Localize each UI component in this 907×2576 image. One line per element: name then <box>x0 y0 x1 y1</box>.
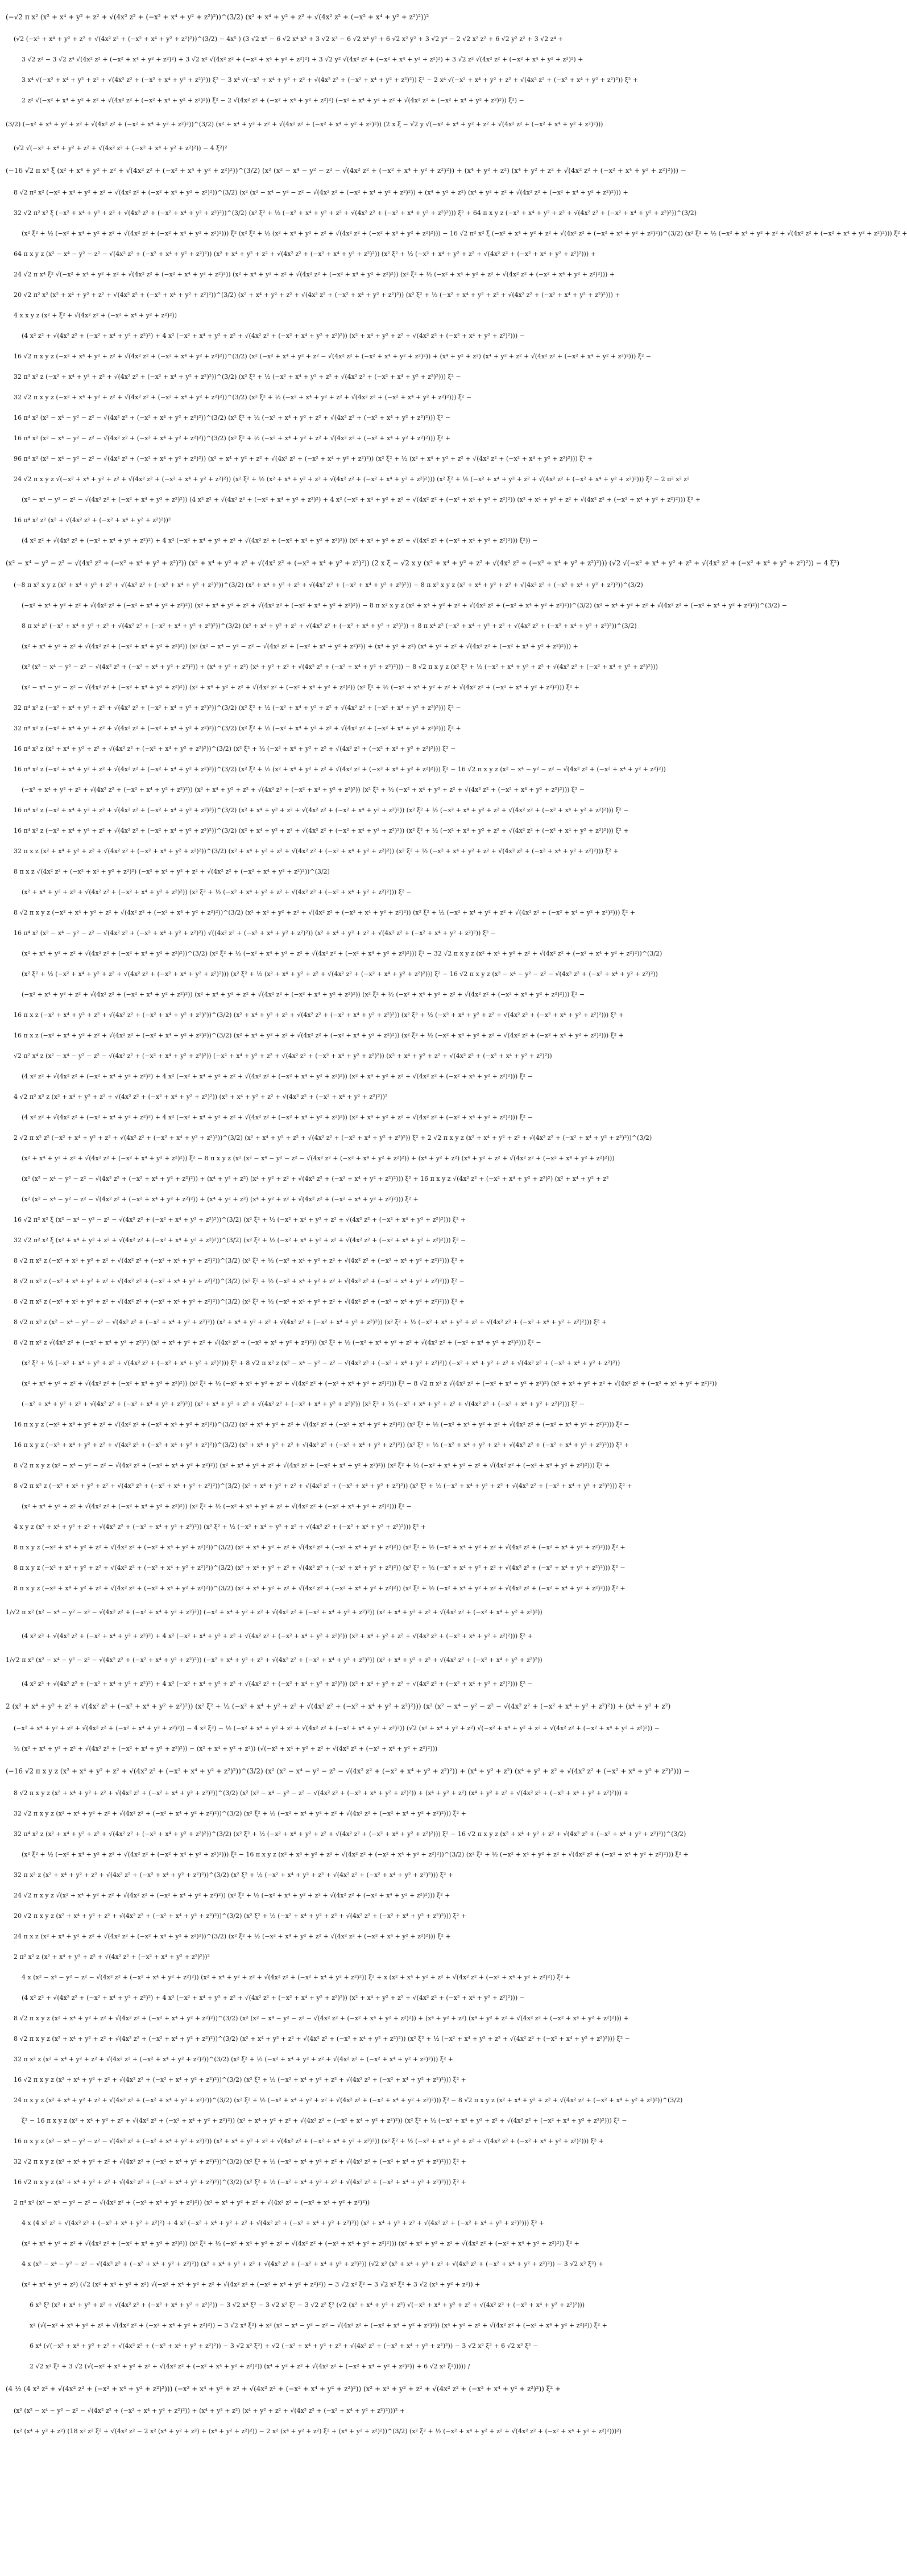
equation-line: 4 x (x² − x⁴ − y² − z² − √(4x² z² + (−x² + x⁴ + y² + z²)²)) (x² + x⁴ + y² + z² + √(4x² z² + (−x² + x⁴ + y² + z²)²)) (√2 x² (x² + x⁴ + y² + z² + √(4x² z² + (−x² + x⁴ + y² + z²)²)) − 3 √2 x² ξ²) + <box>22 2260 604 2268</box>
equation-line: (4 x² z² + √(4x² z² + (−x² + x⁴ + y² + z²)²) + 4 x² (−x² + x⁴ + y² + z² + √(4x² z² + (−x² + x⁴ + y² + z²)²)) (x² + x⁴ + y² + z² + √(4x² z² + (−x² + x⁴ + y² + z²)²))) ξ²)) − <box>22 537 538 544</box>
equation-line: 16 √2 π x y z (x² + x⁴ + y² + z² + √(4x² z² + (−x² + x⁴ + y² + z²)²))^(3/2) (x² ξ² + ½ (−x² + x⁴ + y² + z² + √(4x² z² + (−x² + x⁴ + y² + z²)²))) ξ² + <box>14 2076 466 2083</box>
equation-line: (x² ξ² + ½ (−x² + x⁴ + y² + z² + √(4x² z² + (−x² + x⁴ + y² + z²)²))) ξ² (x² ξ² + ½ (x² + x⁴ + y² + z² + √(4x² z² + (−x² + x⁴ + y² + z²)²))) − 16 √2 π² x² ξ (−x² + x⁴ + y² + z² + √(4x² z² + (−x² + x⁴ + y² + z²)²))^(3/2) (x² ξ² + ½ (−x² + x⁴ + y² + z² + √(4x² z² + (−x² + x⁴ + y² + z²)²))) ξ² + <box>22 230 907 237</box>
equation-line: 2 √2 x² ξ² + 3 √2 (√(−x² + x⁴ + y² + z² + √(4x² z² + (−x² + x⁴ + y² + z²)²)) (x⁴ + y² + z² + √(4x² z² + (−x² + x⁴ + y² + z²)²)) + 6 √2 x² ξ²))))) / <box>30 2363 470 2370</box>
equation-line: 32 π⁴ x² z (−x² + x⁴ + y² + z² + √(4x² z² + (−x² + x⁴ + y² + z²)²))^(3/2) (x² ξ² + ½ (−x² + x⁴ + y² + z² + √(4x² z² + (−x² + x⁴ + y² + z²)²))) ξ² − <box>14 704 461 712</box>
equation-line: (x² ξ² + ½ (−x² + x⁴ + y² + z² + √(4x² z² + (−x² + x⁴ + y² + z²)²))) ξ² + 8 √2 π x² z (x² − x⁴ − y² − z² − √(4x² z² + (−x² + x⁴ + y² + z²)²)) (−x² + x⁴ + y² + z² + √(4x² z² + (−x² + x⁴ + y² + z²)²)) <box>22 1359 620 1367</box>
equation-line: (x² (x² − x⁴ − y² − z² − √(4x² z² + (−x² + x⁴ + y² + z²)²)) + (x⁴ + y² + z²) (x⁴ + y² + z² + √(4x² z² + (−x² + x⁴ + y² + z²)²))) − 8 √2 π x y z (x² ξ² + ½ (−x² + x⁴ + y² + z² + √(4x² z² + (−x² + x⁴ + y² + z²)²))) <box>22 663 658 671</box>
equation-line: 16 π⁴ x² z (−x² + x⁴ + y² + z² + √(4x² z² + (−x² + x⁴ + y² + z²)²))^(3/2) (x² + x⁴ + y² + z² + √(4x² z² + (−x² + x⁴ + y² + z²)²)) (x² ξ² + ½ (−x² + x⁴ + y² + z² + √(4x² z² + (−x² + x⁴ + y² + z²)²))) ξ² − <box>14 807 629 814</box>
equation-line: 3 √2 z² − 3 √2 z⁴ √(4x² z² + (−x² + x⁴ + y² + z²)²) + 3 √2 x² √(4x² z² + (−x² + x⁴ + y² + z²)²) + 3 √2 y² √(4x² z² + (−x² + x⁴ + y² + z²)²) + 3 √2 z² √(4x² z² + (−x² + x⁴ + y² + z²)²) + <box>22 56 583 63</box>
equation-line: (4 x² z² + √(4x² z² + (−x² + x⁴ + y² + z²)²) + 4 x² (−x² + x⁴ + y² + z² + √(4x² z² + (−x² + x⁴ + y² + z²)²)) (x² + x⁴ + y² + z² + √(4x² z² + (−x² + x⁴ + y² + z²)²))) − <box>22 332 525 340</box>
equation-line: 16 π⁴ x² z² (x² + √(4x² z² + (−x² + x⁴ + y² + z²)²))² <box>14 516 171 524</box>
equation-line: (x² + x⁴ + y² + z² + √(4x² z² + (−x² + x⁴ + y² + z²)²)) (x² ξ² + ½ (−x² + x⁴ + y² + z² + √(4x² z² + (−x² + x⁴ + y² + z²)²))) ξ² − <box>22 1503 412 1510</box>
equation-line: 32 π x² z (x² + x⁴ + y² + z² + √(4x² z² + (−x² + x⁴ + y² + z²)²))^(3/2) (x² ξ² + ½ (−x² + x⁴ + y² + z² + √(4x² z² + (−x² + x⁴ + y² + z²)²))) ξ² + <box>14 1871 454 1879</box>
equation-line: (−16 √2 π x⁴ ξ (x² + x⁴ + y² + z² + √(4x² z² + (−x² + x⁴ + y² + z²)²))^(3/2) (x² (x² − x⁴ − y² − z² − √(4x² z² + (−x² + x⁴ + y² + z²)²)) + (x⁴ + y² + z²) (x⁴ + y² + z² + √(4x² z² + (−x² + x⁴ + y² + z²)²))) − <box>6 167 686 175</box>
equation-line: 32 √2 π x y z (x² + x⁴ + y² + z² + √(4x² z² + (−x² + x⁴ + y² + z²)²))^(3/2) (x² ξ² + ½ (−x² + x⁴ + y² + z² + √(4x² z² + (−x² + x⁴ + y² + z²)²))) ξ² + <box>14 1810 466 1817</box>
equation-line: 2 (x² + x⁴ + y² + z² + √(4x² z² + (−x² + x⁴ + y² + z²)²)) (x² ξ² + ½ (−x² + x⁴ + y² + z² + √(4x² z² + (−x² + x⁴ + y² + z²)²))) (x² (x² − x⁴ − y² − z² − √(4x² z² + (−x² + x⁴ + y² + z²)²)) + (x⁴ + y² + z²) <box>6 1702 671 1710</box>
equation-line: 16 π x y z (−x² + x⁴ + y² + z² + √(4x² z² + (−x² + x⁴ + y² + z²)²))^(3/2) (x² + x⁴ + y² + z² + √(4x² z² + (−x² + x⁴ + y² + z²)²)) (x² ξ² + ½ (−x² + x⁴ + y² + z² + √(4x² z² + (−x² + x⁴ + y² + z²)²))) ξ² + <box>14 1441 629 1449</box>
equation-line: 24 √2 π x y z √(−x² + x⁴ + y² + z² + √(4x² z² + (−x² + x⁴ + y² + z²)²)) (x² ξ² + ½ (x² + x⁴ + y² + z² + √(4x² z² + (−x² + x⁴ + y² + z²)²))) (x² ξ² + ½ (−x² + x⁴ + y² + z² + √(4x² z² + (−x² + x⁴ + y² + z²)²))) ξ² − 2 π² x² z² <box>14 475 690 483</box>
equation-line: 2 π⁴ x² (x² − x⁴ − y² − z² − √(4x² z² + (−x² + x⁴ + y² + z²)²)) (x² + x⁴ + y² + z² + √(4x² z² + (−x² + x⁴ + y² + z²)²)) <box>14 2199 370 2206</box>
equation-line: (4 ½ (4 x² z² + √(4x² z² + (−x² + x⁴ + y² + z²)²))) (−x² + x⁴ + y² + z² + √(4x² z² + (−x² + x⁴ + y² + z²)²)) (x² + x⁴ + y² + z² + √(4x² z² + (−x² + x⁴ + y² + z²)²)) ξ² + <box>6 2385 561 2393</box>
equation-line: 4 x x y z (x² + ξ² + √(4x² z² + (−x² + x⁴ + y² + z²)²)) <box>14 312 177 319</box>
equation-line: (x² (x² − x⁴ − y² − z² − √(4x² z² + (−x² + x⁴ + y² + z²)²)) + (x⁴ + y² + z²) (x⁴ + y² + z² + √(4x² z² + (−x² + x⁴ + y² + z²)²)))² + <box>14 2407 405 2414</box>
equation-line: 8 π x y z (−x² + x⁴ + y² + z² + √(4x² z² + (−x² + x⁴ + y² + z²)²))^(3/2) (x² + x⁴ + y² + z² + √(4x² z² + (−x² + x⁴ + y² + z²)²)) (x² ξ² + ½ (−x² + x⁴ + y² + z² + √(4x² z² + (−x² + x⁴ + y² + z²)²))) ξ² + <box>14 1544 626 1551</box>
equation-line: (x² + x⁴ + y² + z² + √(4x² z² + (−x² + x⁴ + y² + z²)²)) (x² ξ² + ½ (−x² + x⁴ + y² + z² + √(4x² z² + (−x² + x⁴ + y² + z²)²))) ξ² − 8 √2 π x² z √(4x² z² + (−x² + x⁴ + y² + z²)²) (x² + x⁴ + y² + z² + √(4x² z² + (−x² + x⁴ + y² + z²)²)) <box>22 1380 717 1387</box>
equation-line: (4 x² z² + √(4x² z² + (−x² + x⁴ + y² + z²)²) + 4 x² (−x² + x⁴ + y² + z² + √(4x² z² + (−x² + x⁴ + y² + z²)²)) (x² + x⁴ + y² + z² + √(4x² z² + (−x² + x⁴ + y² + z²)²))) ξ² − <box>22 1073 533 1080</box>
equation-line: 16 √2 π x y z (−x² + x⁴ + y² + z² + √(4x² z² + (−x² + x⁴ + y² + z²)²))^(3/2) (x² (−x² + x⁴ + y² + z² − √(4x² z² + (−x² + x⁴ + y² + z²)²)) + (x⁴ + y² + z²) (x⁴ + y² + z² + √(4x² z² + (−x² + x⁴ + y² + z²)²))) ξ² − <box>14 353 652 360</box>
equation-line: 32 π³ x² z (−x² + x⁴ + y² + z² + √(4x² z² + (−x² + x⁴ + y² + z²)²))^(3/2) (x² ξ² + ½ (−x² + x⁴ + y² + z² + √(4x² z² + (−x² + x⁴ + y² + z²)²))) ξ² − <box>14 373 461 381</box>
equation-line: (−x² + x⁴ + y² + z² + √(4x² z² + (−x² + x⁴ + y² + z²)²)) (x² + x⁴ + y² + z² + √(4x² z² + (−x² + x⁴ + y² + z²)²)) (x² ξ² + ½ (−x² + x⁴ + y² + z² + √(4x² z² + (−x² + x⁴ + y² + z²)²))) ξ² − <box>22 1400 585 1408</box>
equation-line: 32 π⁴ x² z (−x² + x⁴ + y² + z² + √(4x² z² + (−x² + x⁴ + y² + z²)²))^(3/2) (x² ξ² + ½ (−x² + x⁴ + y² + z² + √(4x² z² + (−x² + x⁴ + y² + z²)²))) ξ² + <box>14 725 461 732</box>
equation-line: (x² ξ² + ½ (−x² + x⁴ + y² + z² + √(4x² z² + (−x² + x⁴ + y² + z²)²))) (x² ξ² + ½ (x² + x⁴ + y² + z² + √(4x² z² + (−x² + x⁴ + y² + z²)²))) ξ² − 16 √2 π x y z (x² − x⁴ − y² − z² − √(4x² z² + (−x² + x⁴ + y² + z²)²)) <box>22 970 658 978</box>
equation-line: 16 π x z (−x² + x⁴ + y² + z² + √(4x² z² + (−x² + x⁴ + y² + z²)²))^(3/2) (x² + x⁴ + y² + z² + √(4x² z² + (−x² + x⁴ + y² + z²)²)) (x² ξ² + ½ (−x² + x⁴ + y² + z² + √(4x² z² + (−x² + x⁴ + y² + z²)²))) ξ² + <box>14 1032 624 1039</box>
equation-line: (x² + x⁴ + y² + z² + √(4x² z² + (−x² + x⁴ + y² + z²)²))^(3/2) (x² ξ² + ½ (−x² + x⁴ + y² + z² + √(4x² z² + (−x² + x⁴ + y² + z²)²))) ξ² − 32 √2 π x y z (x² + x⁴ + y² + z² + √(4x² z² + (−x² + x⁴ + y² + z²)²))^(3/2) <box>22 950 662 957</box>
equation-line: 16 π⁴ x² (x² − x⁴ − y² − z² − √(4x² z² + (−x² + x⁴ + y² + z²)²))^(3/2) (x² ξ² + ½ (−x² + x⁴ + y² + z² + √(4x² z² + (−x² + x⁴ + y² + z²)²))) ξ² + <box>14 435 451 442</box>
equation-line: 8 √2 π x y z (x² + x⁴ + y² + z² + √(4x² z² + (−x² + x⁴ + y² + z²)²))^(3/2) (x² + x⁴ + y² + z² + √(4x² z² + (−x² + x⁴ + y² + z²)²)) (x² ξ² + ½ (−x² + x⁴ + y² + z² + √(4x² z² + (−x² + x⁴ + y² + z²)²))) ξ² − <box>14 2035 630 2042</box>
equation-line: 96 π⁴ x² (x² − x⁴ − y² − z² − √(4x² z² + (−x² + x⁴ + y² + z²)²)) (x² + x⁴ + y² + z² + √(4x² z² + (−x² + x⁴ + y² + z²)²)) (x² ξ² + ½ (x² + x⁴ + y² + z² + √(4x² z² + (−x² + x⁴ + y² + z²)²))) ξ² + <box>14 455 593 462</box>
equation-line: (−x² + x⁴ + y² + z² + √(4x² z² + (−x² + x⁴ + y² + z²)²)) (x² + x⁴ + y² + z² + √(4x² z² + (−x² + x⁴ + y² + z²)²)) (x² ξ² + ½ (−x² + x⁴ + y² + z² + √(4x² z² + (−x² + x⁴ + y² + z²)²))) ξ² − <box>22 786 585 793</box>
equation-line: 4 √2 π² x² z (x² + x⁴ + y² + z² + √(4x² z² + (−x² + x⁴ + y² + z²)²)) (x² + x⁴ + y² + z² + √(4x² z² + (−x² + x⁴ + y² + z²)²))² <box>14 1093 388 1101</box>
equation-line: 16 π⁴ x² z (x² + x⁴ + y² + z² + √(4x² z² + (−x² + x⁴ + y² + z²)²))^(3/2) (x² ξ² + ½ (−x² + x⁴ + y² + z² + √(4x² z² + (−x² + x⁴ + y² + z²)²))) ξ² − <box>14 745 456 752</box>
equation-line: (x² + x⁴ + y² + z² + √(4x² z² + (−x² + x⁴ + y² + z²)²)) (x² (x² − x⁴ − y² − z² − √(4x² z² + (−x² + x⁴ + y² + z²)²)) + (x⁴ + y² + z²) (x⁴ + y² + z² + √(4x² z² + (−x² + x⁴ + y² + z²)²))) + <box>22 643 578 650</box>
equation-line: (−16 √2 π x y z (x² + x⁴ + y² + z² + √(4x² z² + (−x² + x⁴ + y² + z²)²))^(3/2) (x² (x² − x⁴ − y² − z² − √(4x² z² + (−x² + x⁴ + y² + z²)²)) + (x⁴ + y² + z²) (x⁴ + y² + z² + √(4x² z² + (−x² + x⁴ + y² + z²)²))) − <box>6 1767 690 1775</box>
equation-line: (x² + x⁴ + y² + z²) (√2 (x² + x⁴ + y² + z²) √(−x² + x⁴ + y² + z² + √(4x² z² + (−x² + x⁴ + y² + z²)²)) − 3 √2 x² ξ² − 3 √2 x² ξ² + 3 √2 (x⁴ + y² + z²)) + <box>22 2281 481 2288</box>
equation-line: 16 π⁴ x² (x² − x⁴ − y² − z² − √(4x² z² + (−x² + x⁴ + y² + z²)²))^(3/2) (x² ξ² + ½ (−x² + x⁴ + y² + z² + √(4x² z² + (−x² + x⁴ + y² + z²)²))) ξ² − <box>14 414 451 421</box>
equation-line: 32 √2 π² x² ξ (−x² + x⁴ + y² + z² + √(4x² z² + (−x² + x⁴ + y² + z²)²))^(3/2) (x² ξ² + ½ (−x² + x⁴ + y² + z² + √(4x² z² + (−x² + x⁴ + y² + z²)²))) ξ² + 64 π x y z (−x² + x⁴ + y² + z² + √(4x² z² + (−x² + x⁴ + y² + z²)²))^(3/2) <box>14 209 697 217</box>
equation-line: 3 x⁴ √(−x² + x⁴ + y² + z² + √(4x² z² + (−x² + x⁴ + y² + z²)²)) ξ² − 3 x⁴ √(−x² + x⁴ + y² + z² + √(4x² z² + (−x² + x⁴ + y² + z²)²)) ξ² − 2 x⁴ √(−x² + x⁴ + y² + z² + √(4x² z² + (−x² + x⁴ + y² + z²)²)) ξ² + <box>22 76 638 84</box>
equation-line: 20 √2 π² x² (x² + x⁴ + y² + z² + √(4x² z² + (−x² + x⁴ + y² + z²)²))^(3/2) (x² + x⁴ + y² + z² + √(4x² z² + (−x² + x⁴ + y² + z²)²)) (x² ξ² + ½ (−x² + x⁴ + y² + z² + √(4x² z² + (−x² + x⁴ + y² + z²)²))) + <box>14 291 620 299</box>
equation-line: 8 √2 π x² z (x² − x⁴ − y² − z² − √(4x² z² + (−x² + x⁴ + y² + z²)²)) (x² + x⁴ + y² + z² + √(4x² z² + (−x² + x⁴ + y² + z²)²)) (x² ξ² + ½ (−x² + x⁴ + y² + z² + √(4x² z² + (−x² + x⁴ + y² + z²)²))) ξ² + <box>14 1318 607 1326</box>
equation-line: 8 √2 π x y z (−x² + x⁴ + y² + z² + √(4x² z² + (−x² + x⁴ + y² + z²)²))^(3/2) (x² + x⁴ + y² + z² + √(4x² z² + (−x² + x⁴ + y² + z²)²)) (x² ξ² + ½ (−x² + x⁴ + y² + z² + √(4x² z² + (−x² + x⁴ + y² + z²)²))) ξ² + <box>14 909 636 916</box>
equation-line: (−8 π x² x y z (x² + x⁴ + y² + z² + √(4x² z² + (−x² + x⁴ + y² + z²)²))^(3/2) (x² + x⁴ + y² + z² + √(4x² z² + (−x² + x⁴ + y² + z²)²)) − 8 π x² x y z (x² + x⁴ + y² + z² + √(4x² z² + (−x² + x⁴ + y² + z²)²))^(3/2) <box>14 581 643 589</box>
equation-line: 4 x (4 x² z² + √(4x² z² + (−x² + x⁴ + y² + z²)²) + 4 x² (−x² + x⁴ + y² + z² + √(4x² z² + (−x² + x⁴ + y² + z²)²)) (x² + x⁴ + y² + z² + √(4x² z² + (−x² + x⁴ + y² + z²)²))) ξ² + <box>22 2219 544 2227</box>
equation-line: (4 x² z² + √(4x² z² + (−x² + x⁴ + y² + z²)²) + 4 x² (−x² + x⁴ + y² + z² + √(4x² z² + (−x² + x⁴ + y² + z²)²)) (x² + x⁴ + y² + z² + √(4x² z² + (−x² + x⁴ + y² + z²)²))) ξ² + <box>22 1632 533 1640</box>
equation-line: 16 π x z (−x² + x⁴ + y² + z² + √(4x² z² + (−x² + x⁴ + y² + z²)²))^(3/2) (x² + x⁴ + y² + z² + √(4x² z² + (−x² + x⁴ + y² + z²)²)) (x² ξ² + ½ (−x² + x⁴ + y² + z² + √(4x² z² + (−x² + x⁴ + y² + z²)²))) ξ² + <box>14 1011 624 1019</box>
equation-line: (4 x² z² + √(4x² z² + (−x² + x⁴ + y² + z²)²) + 4 x² (−x² + x⁴ + y² + z² + √(4x² z² + (−x² + x⁴ + y² + z²)²)) (x² + x⁴ + y² + z² + √(4x² z² + (−x² + x⁴ + y² + z²)²))) − <box>22 1994 525 2002</box>
equation-line: 32 π x z (x² + x⁴ + y² + z² + √(4x² z² + (−x² + x⁴ + y² + z²)²))^(3/2) (x² + x⁴ + y² + z² + √(4x² z² + (−x² + x⁴ + y² + z²)²)) (x² ξ² + ½ (−x² + x⁴ + y² + z² + √(4x² z² + (−x² + x⁴ + y² + z²)²))) ξ² + <box>14 847 619 855</box>
equation-line: 20 √2 π x y z (x² + x⁴ + y² + z² + √(4x² z² + (−x² + x⁴ + y² + z²)²))^(3/2) (x² ξ² + ½ (−x² + x⁴ + y² + z² + √(4x² z² + (−x² + x⁴ + y² + z²)²))) ξ² + <box>14 1912 466 1920</box>
equation-line: 16 π x y z (x² − x⁴ − y² − z² − √(4x² z² + (−x² + x⁴ + y² + z²)²)) (x² + x⁴ + y² + z² + √(4x² z² + (−x² + x⁴ + y² + z²)²)) (x² ξ² + ½ (−x² + x⁴ + y² + z² + √(4x² z² + (−x² + x⁴ + y² + z²)²))) ξ² + <box>14 2137 604 2145</box>
equation-line: 24 √2 π x⁴ ξ² √(−x² + x⁴ + y² + z² + √(4x² z² + (−x² + x⁴ + y² + z²)²)) (x² + x⁴ + y² + z² + √(4x² z² + (−x² + x⁴ + y² + z²)²)) (x² ξ² + ½ (−x² + x⁴ + y² + z² + √(4x² z² + (−x² + x⁴ + y² + z²)²))) + <box>14 271 615 278</box>
equation-line: 16 π⁴ x² z (−x² + x⁴ + y² + z² + √(4x² z² + (−x² + x⁴ + y² + z²)²))^(3/2) (x² ξ² + ½ (x² + x⁴ + y² + z² + √(4x² z² + (−x² + x⁴ + y² + z²)²))) ξ² − 16 √2 π x y z (x² − x⁴ − y² − z² − √(4x² z² + (−x² + x⁴ + y² + z²)²)) <box>14 766 666 773</box>
equation-line: (x² − x⁴ − y² − z² − √(4x² z² + (−x² + x⁴ + y² + z²)²)) (x² + x⁴ + y² + z² + √(4x² z² + (−x² + x⁴ + y² + z²)²)) (x² ξ² + ½ (−x² + x⁴ + y² + z² + √(4x² z² + (−x² + x⁴ + y² + z²)²))) ξ² + <box>22 684 579 691</box>
equation-line: (4 x² z² + √(4x² z² + (−x² + x⁴ + y² + z²)²) + 4 x² (−x² + x⁴ + y² + z² + √(4x² z² + (−x² + x⁴ + y² + z²)²)) (x² + x⁴ + y² + z² + √(4x² z² + (−x² + x⁴ + y² + z²)²))) ξ² − <box>22 1114 533 1121</box>
equation-line: (x² + x⁴ + y² + z² + √(4x² z² + (−x² + x⁴ + y² + z²)²)) (x² ξ² + ½ (−x² + x⁴ + y² + z² + √(4x² z² + (−x² + x⁴ + y² + z²)²))) ξ² − <box>22 888 412 896</box>
equation-line: 24 π x y z (x² + x⁴ + y² + z² + √(4x² z² + (−x² + x⁴ + y² + z²)²))^(3/2) (x² ξ² + ½ (−x² + x⁴ + y² + z² + √(4x² z² + (−x² + x⁴ + y² + z²)²))) ξ² − 8 √2 π x y z (x² + x⁴ + y² + z² + √(4x² z² + (−x² + x⁴ + y² + z²)²))^(3/2) <box>14 2097 683 2104</box>
equation-line: 8 π x y z (−x² + x⁴ + y² + z² + √(4x² z² + (−x² + x⁴ + y² + z²)²))^(3/2) (x² + x⁴ + y² + z² + √(4x² z² + (−x² + x⁴ + y² + z²)²)) (x² ξ² + ½ (−x² + x⁴ + y² + z² + √(4x² z² + (−x² + x⁴ + y² + z²)²))) ξ² − <box>14 1564 626 1572</box>
equation-line: 8 √2 π² x² (−x² + x⁴ + y² + z² + √(4x² z² + (−x² + x⁴ + y² + z²)²))^(3/2) (x² (x² − x⁴ − y² − z² − √(4x² z² + (−x² + x⁴ + y² + z²)²)) + (x⁴ + y² + z²) (x⁴ + y² + z² + √(4x² z² + (−x² + x⁴ + y² + z²)²))) + <box>14 189 628 196</box>
equation-line: (x² (x² − x⁴ − y² − z² − √(4x² z² + (−x² + x⁴ + y² + z²)²)) + (x⁴ + y² + z²) (x⁴ + y² + z² + √(4x² z² + (−x² + x⁴ + y² + z²)²))) ξ² + 16 π x y z √(4x² z² + (−x² + x⁴ + y² + z²)²) (x² + x⁴ + y² + z² <box>22 1175 609 1182</box>
equation-line: (−x² + x⁴ + y² + z² + √(4x² z² + (−x² + x⁴ + y² + z²)²)) − 4 x² ξ²) − ½ (−x² + x⁴ + y² + z² + √(4x² z² + (−x² + x⁴ + y² + z²)²)) (√2 (x² + x⁴ + y² + z²) √(−x² + x⁴ + y² + z² + √(4x² z² + (−x² + x⁴ + y² + z²)²)) − <box>14 1725 660 1732</box>
equation-line: 24 π x z (x² + x⁴ + y² + z² + √(4x² z² + (−x² + x⁴ + y² + z²)²))^(3/2) (x² ξ² + ½ (−x² + x⁴ + y² + z² + √(4x² z² + (−x² + x⁴ + y² + z²)²))) ξ² + <box>14 1933 451 1940</box>
equation-line: 2 z² √(−x² + x⁴ + y² + z² + √(4x² z² + (−x² + x⁴ + y² + z²)²)) ξ² − 2 √(4x² z² + (−x² + x⁴ + y² + z²)²) (−x² + x⁴ + y² + z² + √(4x² z² + (−x² + x⁴ + y² + z²)²)) ξ²) − <box>22 97 524 104</box>
equation-line: 32 √2 π² x² ξ (x² + x⁴ + y² + z² + √(4x² z² + (−x² + x⁴ + y² + z²)²))^(3/2) (x² ξ² + ½ (−x² + x⁴ + y² + z² + √(4x² z² + (−x² + x⁴ + y² + z²)²))) ξ² − <box>14 1237 466 1244</box>
equation-line: 8 π x y z (−x² + x⁴ + y² + z² + √(4x² z² + (−x² + x⁴ + y² + z²)²))^(3/2) (x² + x⁴ + y² + z² + √(4x² z² + (−x² + x⁴ + y² + z²)²)) (x² ξ² + ½ (−x² + x⁴ + y² + z² + √(4x² z² + (−x² + x⁴ + y² + z²)²))) ξ² + <box>14 1585 626 1592</box>
equation-line: 8 π x⁴ z² (−x² + x⁴ + y² + z² + √(4x² z² + (−x² + x⁴ + y² + z²)²))^(3/2) (x² + x⁴ + y² + z² + √(4x² z² + (−x² + x⁴ + y² + z²)²)) + 8 π x⁴ z² (−x² + x⁴ + y² + z² + √(4x² z² + (−x² + x⁴ + y² + z²)²))^(3/2) <box>22 622 637 630</box>
equation-line: (−x² + x⁴ + y² + z² + √(4x² z² + (−x² + x⁴ + y² + z²)²)) (x² + x⁴ + y² + z² + √(4x² z² + (−x² + x⁴ + y² + z²)²)) (x² ξ² + ½ (−x² + x⁴ + y² + z² + √(4x² z² + (−x² + x⁴ + y² + z²)²))) ξ² − <box>22 991 585 998</box>
equation-line: 32 π⁴ x² z (x² + x⁴ + y² + z² + √(4x² z² + (−x² + x⁴ + y² + z²)²))^(3/2) (x² ξ² + ½ (−x² + x⁴ + y² + z² + √(4x² z² + (−x² + x⁴ + y² + z²)²))) ξ² − 16 √2 π x y z (x² + x⁴ + y² + z² + √(4x² z² + (−x² + x⁴ + y² + z²)²))^(3/2) <box>14 1830 686 1838</box>
equation-line: 16 π⁴ x² (x² − x⁴ − y² − z² − √(4x² z² + (−x² + x⁴ + y² + z²)²)) √((4x² z² + (−x² + x⁴ + y² + z²)²)) (x² + x⁴ + y² + z² + √(4x² z² + (−x² + x⁴ + y² + z²)²)) ξ² − <box>14 929 496 937</box>
equation-line: x² (√(−x² + x⁴ + y² + z² + √(4x² z² + (−x² + x⁴ + y² + z²)²)) − 3 √2 x⁴ ξ²) + x² (x² − x⁴ − y² − z² − √(4x² z² + (−x² + x⁴ + y² + z²)²)) (x⁴ + y² + z² + √(4x² z² + (−x² + x⁴ + y² + z²)²)) ξ² + <box>30 2322 607 2329</box>
equation-line: 16 π⁴ x² z (−x² + x⁴ + y² + z² + √(4x² z² + (−x² + x⁴ + y² + z²)²))^(3/2) (x² + x⁴ + y² + z² + √(4x² z² + (−x² + x⁴ + y² + z²)²)) (x² ξ² + ½ (−x² + x⁴ + y² + z² + √(4x² z² + (−x² + x⁴ + y² + z²)²))) ξ² + <box>14 827 629 834</box>
equation-line: 8 π x z √(4x² z² + (−x² + x⁴ + y² + z²)²) (−x² + x⁴ + y² + z² + √(4x² z² + (−x² + x⁴ + y² + z²)²))^(3/2) <box>14 868 330 875</box>
equation-line: (x² (x² − x⁴ − y² − z² − √(4x² z² + (−x² + x⁴ + y² + z²)²)) + (x⁴ + y² + z²) (x⁴ + y² + z² + √(4x² z² + (−x² + x⁴ + y² + z²)²))) ξ² + <box>22 1196 419 1203</box>
equation-line: 6 x² ξ² (x² + x⁴ + y² + z² + √(4x² z² + (−x² + x⁴ + y² + z²)²)) − 3 √2 x⁴ ξ² − 3 √2 x² ξ² − 3 √2 z² ξ² (√2 (x² + x⁴ + y² + z²) √(−x² + x⁴ + y² + z² + √(4x² z² + (−x² + x⁴ + y² + z²)²))) <box>30 2301 585 2309</box>
equation-line: 4 x y z (x² + x⁴ + y² + z² + √(4x² z² + (−x² + x⁴ + y² + z²)²)) (x² ξ² + ½ (−x² + x⁴ + y² + z² + √(4x² z² + (−x² + x⁴ + y² + z²)²))) ξ² + <box>14 1523 426 1531</box>
equation-line: 1/√2 π x² (x² − x⁴ − y² − z² − √(4x² z² + (−x² + x⁴ + y² + z²)²)) (−x² + x⁴ + y² + z² + √(4x² z² + (−x² + x⁴ + y² + z²)²)) (x² + x⁴ + y² + z² + √(4x² z² + (−x² + x⁴ + y² + z²)²)) <box>6 1656 542 1664</box>
equation-line: 32 √2 π x y z (x² + x⁴ + y² + z² + √(4x² z² + (−x² + x⁴ + y² + z²)²))^(3/2) (x² ξ² + ½ (−x² + x⁴ + y² + z² + √(4x² z² + (−x² + x⁴ + y² + z²)²))) ξ² + <box>14 2158 466 2165</box>
equation-line: 8 √2 π x² z (−x² + x⁴ + y² + z² + √(4x² z² + (−x² + x⁴ + y² + z²)²))^(3/2) (x² ξ² + ½ (−x² + x⁴ + y² + z² + √(4x² z² + (−x² + x⁴ + y² + z²)²))) ξ² − <box>14 1277 465 1285</box>
equation-line: 16 √2 π² x² ξ (x² − x⁴ − y² − z² − √(4x² z² + (−x² + x⁴ + y² + z²)²))^(3/2) (x² ξ² + ½ (−x² + x⁴ + y² + z² + √(4x² z² + (−x² + x⁴ + y² + z²)²))) ξ² + <box>14 1216 466 1223</box>
equation-line: 8 √2 π x y z (x² − x⁴ − y² − z² − √(4x² z² + (−x² + x⁴ + y² + z²)²)) (x² + x⁴ + y² + z² + √(4x² z² + (−x² + x⁴ + y² + z²)²)) (x² ξ² + ½ (−x² + x⁴ + y² + z² + √(4x² z² + (−x² + x⁴ + y² + z²)²))) ξ² + <box>14 1462 610 1469</box>
long-equation <box>6 6 907 2570</box>
equation-line: (3/2) (−x² + x⁴ + y² + z² + √(4x² z² + (−x² + x⁴ + y² + z²)²))^(3/2) (x² + x⁴ + y² + z² + √(4x² z² + (−x² + x⁴ + y² + z²)²)) (2 x ξ − √2 y √(−x² + x⁴ + y² + z² + √(4x² z² + (−x² + x⁴ + y² + z²)²))) <box>6 121 603 128</box>
equation-line: (−√2 π x² (x² + x⁴ + y² + z² + √(4x² z² + (−x² + x⁴ + y² + z²)²))^(3/2) (x² + x⁴ + y² + z² + √(4x² z² + (−x² + x⁴ + y² + z²)²))² <box>6 13 429 21</box>
equation-line: 24 √2 π x y z √(x² + x⁴ + y² + z² + √(4x² z² + (−x² + x⁴ + y² + z²)²)) (x² ξ² + ½ (−x² + x⁴ + y² + z² + √(4x² z² + (−x² + x⁴ + y² + z²)²))) ξ² + <box>14 1892 450 1899</box>
equation-line: 8 √2 π x² z √(4x² z² + (−x² + x⁴ + y² + z²)²) (x² + x⁴ + y² + z² + √(4x² z² + (−x² + x⁴ + y² + z²)²)) (x² ξ² + ½ (−x² + x⁴ + y² + z² + √(4x² z² + (−x² + x⁴ + y² + z²)²))) ξ² − <box>14 1339 541 1346</box>
equation-line: (x² − x⁴ − y² − z² − √(4x² z² + (−x² + x⁴ + y² + z²)²)) (4 x² z² + √(4x² z² + (−x² + x⁴ + y² + z²)²) + 4 x² (−x² + x⁴ + y² + z² + √(4x² z² + (−x² + x⁴ + y² + z²)²)) (x² + x⁴ + y² + z² + √(4x² z² + (−x² + x⁴ + y² + z²)²))) ξ² + <box>22 496 701 503</box>
equation-line: 8 √2 π x² z (−x² + x⁴ + y² + z² + √(4x² z² + (−x² + x⁴ + y² + z²)²))^(3/2) (x² ξ² + ½ (−x² + x⁴ + y² + z² + √(4x² z² + (−x² + x⁴ + y² + z²)²))) ξ² + <box>14 1257 465 1264</box>
equation-line: 8 √2 π x² z (−x² + x⁴ + y² + z² + √(4x² z² + (−x² + x⁴ + y² + z²)²))^(3/2) (x² ξ² + ½ (−x² + x⁴ + y² + z² + √(4x² z² + (−x² + x⁴ + y² + z²)²))) ξ² + <box>14 1298 465 1305</box>
equation-line: (x² + x⁴ + y² + z² + √(4x² z² + (−x² + x⁴ + y² + z²)²)) (x² ξ² + ½ (−x² + x⁴ + y² + z² + √(4x² z² + (−x² + x⁴ + y² + z²)²))) (x² + x⁴ + y² + z² + √(4x² z² + (−x² + x⁴ + y² + z²)²)) ξ² + <box>22 2240 579 2247</box>
equation-line: 2 √2 π x² z² (−x² + x⁴ + y² + z² + √(4x² z² + (−x² + x⁴ + y² + z²)²))^(3/2) (x² + x⁴ + y² + z² + √(4x² z² + (−x² + x⁴ + y² + z²)²)) ξ² + 2 √2 π x y z (x² + x⁴ + y² + z² + √(4x² z² + (−x² + x⁴ + y² + z²)²))^(3/2) <box>14 1134 652 1142</box>
equation-line: (√2 √(−x² + x⁴ + y² + z² + √(4x² z² + (−x² + x⁴ + y² + z²)²)) − 4 ξ²)² <box>14 144 227 152</box>
equation-line: 8 √2 π x² z (−x² + x⁴ + y² + z² + √(4x² z² + (−x² + x⁴ + y² + z²)²))^(3/2) (x² + x⁴ + y² + z² + √(4x² z² + (−x² + x⁴ + y² + z²)²)) (x² ξ² + ½ (−x² + x⁴ + y² + z² + √(4x² z² + (−x² + x⁴ + y² + z²)²))) ξ² + <box>14 1482 632 1490</box>
equation-line: (√2 (−x² + x⁴ + y² + z² + √(4x² z² + (−x² + x⁴ + y² + z²)²))^(3/2) − 4x⁵ ) (3 √2 x⁶ − 6 √2 x⁴ x³ + 3 √2 x³ − 6 √2 x⁴ y² + 6 √2 x² y² + 3 √2 y⁴ − 2 √2 x² z² + 6 √2 y² z² + 3 √2 z⁴ + <box>14 35 564 43</box>
equation-line: 64 π x y z (x² − x⁴ − y² − z² − √(4x² z² + (−x² + x⁴ + y² + z²)²)) (x² + x⁴ + y² + z² + √(4x² z² + (−x² + x⁴ + y² + z²)²)) (x² ξ² + ½ (−x² + x⁴ + y² + z² + √(4x² z² + (−x² + x⁴ + y² + z²)²))) + <box>14 250 596 258</box>
equation-line: 16 π x y z (−x² + x⁴ + y² + z² + √(4x² z² + (−x² + x⁴ + y² + z²)²))^(3/2) (x² + x⁴ + y² + z² + √(4x² z² + (−x² + x⁴ + y² + z²)²)) (x² ξ² + ½ (−x² + x⁴ + y² + z² + √(4x² z² + (−x² + x⁴ + y² + z²)²))) ξ² − <box>14 1421 629 1428</box>
equation-line: 8 √2 π x y z (x² + x⁴ + y² + z² + √(4x² z² + (−x² + x⁴ + y² + z²)²))^(3/2) (x² (x² − x⁴ − y² − z² − √(4x² z² + (−x² + x⁴ + y² + z²)²)) + (x⁴ + y² + z²) (x⁴ + y² + z² + √(4x² z² + (−x² + x⁴ + y² + z²)²))) + <box>14 1789 629 1797</box>
equation-line: (x² − x⁴ − y² − z² − √(4x² z² + (−x² + x⁴ + y² + z²)²)) (x² + x⁴ + y² + z² + √(4x² z² + (−x² + x⁴ + y² + z²)²)) (2 x ξ − √2 x y (x² + x⁴ + y² + z² + √(4x² z² + (−x² + x⁴ + y² + z²)²))) (√2 √(−x² + x⁴ + y² + z² + √(4x² z² + (−x² + x⁴ + y² + z²)²)) − 4 ξ²) <box>6 559 840 567</box>
equation-line: 2 π² x² z (x² + x⁴ + y² + z² + √(4x² z² + (−x² + x⁴ + y² + z²)²))² <box>14 1953 210 1961</box>
equation-line: (x² + x⁴ + y² + z² + √(4x² z² + (−x² + x⁴ + y² + z²)²)) ξ² − 8 π x y z (x² (x² − x⁴ − y² − z² − √(4x² z² + (−x² + x⁴ + y² + z²)²)) + (x⁴ + y² + z²) (x⁴ + y² + z² + √(4x² z² + (−x² + x⁴ + y² + z²)²))) <box>22 1155 615 1162</box>
equation-line: √2 π² x⁴ z (x² − x⁴ − y² − z² − √(4x² z² + (−x² + x⁴ + y² + z²)²)) (−x² + x⁴ + y² + z² + √(4x² z² + (−x² + x⁴ + y² + z²)²)) (x² + x⁴ + y² + z² + √(4x² z² + (−x² + x⁴ + y² + z²)²)) <box>14 1052 552 1060</box>
equation-line: 1/√2 π x² (x² − x⁴ − y² − z² − √(4x² z² + (−x² + x⁴ + y² + z²)²)) (−x² + x⁴ + y² + z² + √(4x² z² + (−x² + x⁴ + y² + z²)²)) (x² + x⁴ + y² + z² + √(4x² z² + (−x² + x⁴ + y² + z²)²)) <box>6 1609 542 1616</box>
equation-line: ½ (x² + x⁴ + y² + z² + √(4x² z² + (−x² + x⁴ + y² + z²)²)) − (x² + x⁴ + y² + z²)) (√(−x² + x⁴ + y² + z² + √(4x² z² + (−x² + x⁴ + y² + z²)²))) <box>14 1745 438 1752</box>
equation-line: 32 π x² z (x² + x⁴ + y² + z² + √(4x² z² + (−x² + x⁴ + y² + z²)²))^(3/2) (x² ξ² + ½ (−x² + x⁴ + y² + z² + √(4x² z² + (−x² + x⁴ + y² + z²)²))) ξ² + <box>14 2056 454 2063</box>
equation-line: 32 √2 π x y z (−x² + x⁴ + y² + z² + √(4x² z² + (−x² + x⁴ + y² + z²)²))^(3/2) (x² ξ² + ½ (−x² + x⁴ + y² + z² + √(4x² z² + (−x² + x⁴ + y² + z²)²))) ξ² − <box>14 394 472 401</box>
equation-line: 6 x⁴ (√(−x² + x⁴ + y² + z² + √(4x² z² + (−x² + x⁴ + y² + z²)²)) − 3 √2 x² ξ²) + √2 (−x² + x⁴ + y² + z² + √(4x² z² + (−x² + x⁴ + y² + z²)²)) − 3 √2 x² ξ² + 6 √2 x² ξ² − <box>30 2342 539 2350</box>
equation-line: (4 x² z² + √(4x² z² + (−x² + x⁴ + y² + z²)²) + 4 x² (−x² + x⁴ + y² + z² + √(4x² z² + (−x² + x⁴ + y² + z²)²)) (x² + x⁴ + y² + z² + √(4x² z² + (−x² + x⁴ + y² + z²)²))) ξ² − <box>22 1680 533 1688</box>
equation-line: 4 x (x² − x⁴ − y² − z² − √(4x² z² + (−x² + x⁴ + y² + z²)²)) (x² + x⁴ + y² + z² + √(4x² z² + (−x² + x⁴ + y² + z²)²)) ξ² + x (x² + x⁴ + y² + z² + √(4x² z² + (−x² + x⁴ + y² + z²)²)) ξ² + <box>22 1974 570 1981</box>
equation-line: (x² ξ² + ½ (−x² + x⁴ + y² + z² + √(4x² z² + (−x² + x⁴ + y² + z²)²))) ξ² − 16 π x y z (x² + x⁴ + y² + z² + √(4x² z² + (−x² + x⁴ + y² + z²)²))^(3/2) (x² ξ² + ½ (−x² + x⁴ + y² + z² + √(4x² z² + (−x² + x⁴ + y² + z²)²))) ξ² + <box>22 1851 689 1858</box>
equation-line: 16 √2 π x y z (x² + x⁴ + y² + z² + √(4x² z² + (−x² + x⁴ + y² + z²)²))^(3/2) (x² ξ² + ½ (−x² + x⁴ + y² + z² + √(4x² z² + (−x² + x⁴ + y² + z²)²))) ξ² + <box>14 2178 466 2186</box>
equation-line: 8 √2 π x y z (x² + x⁴ + y² + z² + √(4x² z² + (−x² + x⁴ + y² + z²)²))^(3/2) (x² (x² − x⁴ − y² − z² − √(4x² z² + (−x² + x⁴ + y² + z²)²)) + (x⁴ + y² + z²) (x⁴ + y² + z² + √(4x² z² + (−x² + x⁴ + y² + z²)²))) + <box>14 2015 629 2022</box>
equation-line: (x² (x⁴ + y² + z²) (18 x² z² ξ² + √(4x² z² − 2 x² (x⁴ + y² + z²) + (x⁴ + y² + z²)²)) − 2 x² (x⁴ + y² + z²) ξ² + (x⁴ + y² + z²)²))^(3/2) (x² ξ² + ½ (−x² + x⁴ + y² + z² + √(4x² z² + (−x² + x⁴ + y² + z²)²)))²) <box>14 2428 622 2435</box>
equation-line: ξ² − 16 π x y z (x² + x⁴ + y² + z² + √(4x² z² + (−x² + x⁴ + y² + z²)²)) (x² + x⁴ + y² + z² + √(4x² z² + (−x² + x⁴ + y² + z²)²)) (x² ξ² + ½ (−x² + x⁴ + y² + z² + √(4x² z² + (−x² + x⁴ + y² + z²)²))) ξ² − <box>22 2117 627 2124</box>
equation-line: (−x² + x⁴ + y² + z² + √(4x² z² + (−x² + x⁴ + y² + z²)²)) (x² + x⁴ + y² + z² + √(4x² z² + (−x² + x⁴ + y² + z²)²)) − 8 π x² x y z (x² + x⁴ + y² + z² + √(4x² z² + (−x² + x⁴ + y² + z²)²))^(3/2) (x² + x⁴ + y² + z² + √(4x² z² + (−x² + x⁴ + y² + z²)²))^(3/2) − <box>22 602 788 609</box>
